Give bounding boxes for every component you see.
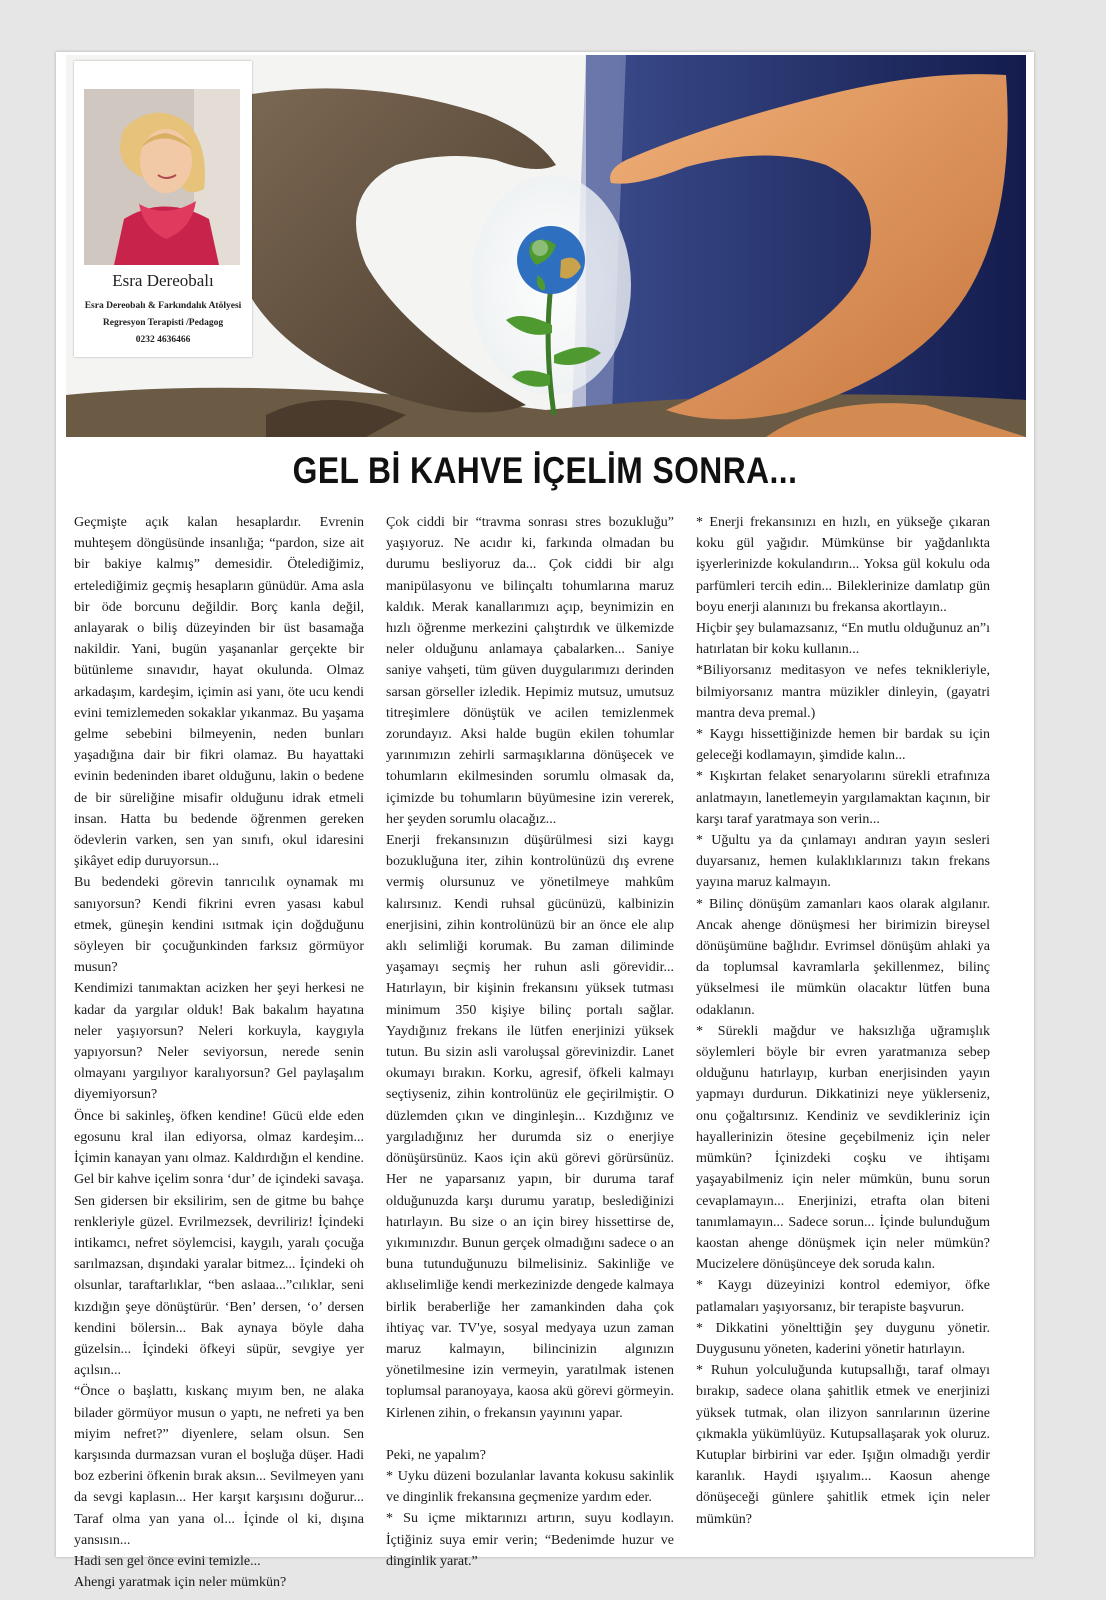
paragraph: * Kışkırtan felaket senaryolarını sürekli etrafınıza anlatmayın, lanetlemeyin yargılamaktan kaçının, bir karşı taraf yaratmaya son verin... (696, 769, 990, 827)
paragraph: “Önce o başlattı, kıskanç mıyım ben, ne alaka bilader görmüyor musun o yaptı, ne nefreti ya ben miyim nefret?” diyenlere, selam olsun. Sen karşısında durmazsan vuran el boşluğa düşer. Hadi boz ezberini öfkenin bırak aksın... Sevilmeyen yanı da sevgi kaplasın... Her karşıt karşısını doğurur... Taraf olma yan yana ol... İçinde ol ki, dışına yansısın... (74, 1384, 364, 1548)
paragraph: Hiçbir şey bulamazsanız, “En mutlu olduğunuz an”ı hatırlatan bir koku kullanın... (696, 621, 990, 658)
author-card (74, 61, 252, 357)
paragraph: * Su içme miktarınızı artırın, suyu kodlayın. İçtiğiniz suya emir verin; “Bedenimde huzur ve dinginlik yarat.” (386, 1511, 674, 1569)
paragraph: Geçmişte açık kalan hesaplardır. Evrenin muhteşem döngüsünde insanlığa; “pardon, size ait bir bakiye kalmış” demesidir. Ötelediğimiz, ertelediğimiz geçmiş hesapların günüdür. Ama asla bir öde borcunu değildir. Borç kanla değil, anlayarak o biliş düzeyinden bir üst basamağa nakildir. Yani, bugün yaşananlar gerçekte bir bütünleme sınavıdır, hayat okulunda. Olmaz arkadaşım, kardeşim, içimin asi yanı, öte ucu kendi evini temizlemeden sokaklar yıkanmaz. Bu yaşama gelme sebebini bilmeyenin, neden bunları yaşadığına dair bir fikri olamaz. Bu hayattaki evinin bedeninden ibaret olduğunu, lakin o bedene de bir süreliğine misafir olduğunu idrak etmeli insan. Hatta bu bedende öğrenmen gereken ödevlerin varken, sen yan sınıfı, okul idaresini şikâyet edip duruyorsun... (74, 515, 364, 870)
subheading: Peki, ne yapalım? (386, 1447, 486, 1463)
author-phone: 0232 4636466 (135, 335, 191, 345)
paragraph: Bu bedendeki görevin tanrıcılık oynamak mı sanıyorsun? Kendi fikrini evren yasası kabul etmek, güneşin kendini ısıtmak için doğduğunu söyleyen bir çocuğunkinden farksız görmüyor musun? (74, 875, 364, 976)
article-column-2 (386, 512, 674, 1572)
paragraph: * Uğultu ya da çınlamayı andıran yayın sesleri duyarsanız, hemen kulaklıklarınızı takın frekans yayına maruz kalmayın. (696, 833, 990, 891)
paragraph: Kendimizi tanımaktan acizken her şeyi herkesi ne kadar da yargılar olduk! Bak bakalım hayatına neler yaşıyorsun? Neleri korkuyla, kaygıyla yapıyorsun? Neler seviyorsun, nerede senin olmayanı yargılıyor karalıyorsun? Gel paylaşalım diyemiyorsun? (74, 981, 364, 1103)
paragraph: * Kaygı düzeyinizi kontrol edemiyor, öfke patlamaları yaşıyorsanız, bir terapiste başvurun. (696, 1278, 990, 1315)
paragraph: Hadi sen gel önce evini temizle... (74, 1553, 261, 1569)
hero-image (66, 55, 1026, 437)
article-column-1 (74, 512, 364, 1593)
author-organization: Esra Dereobalı & Farkındalık Atölyesi (84, 301, 242, 311)
paragraph: * Uyku düzeni bozulanlar lavanta kokusu sakinlik ve dinginlik frekansına geçmenize yardım eder. (386, 1468, 674, 1506)
author-name: Esra Dereobalı (112, 271, 214, 290)
paragraph: Ahengi yaratmak için neler mümkün? (74, 1575, 287, 1591)
paragraph: Çok ciddi bir “travma sonrası stres bozukluğu” yaşıyoruz. Ne acıdır ki, farkında olmadan bu durumu besliyoruz da... Çok ciddi bir algı manipülasyonu ve bilinçaltı tohumlarına maruz kaldık. Merak kanallarımızı açıp, beynimizin en hızlı öğrenme merkezini çalıştırdık ve ülkemizde neler olduğunu anlamaya çabalarken... Saniye saniye vahşeti, tüm güven duygularımızı derinden sarsan görseller izledik. Hepimiz mutsuz, umutsuz titreşimlere dönüştük ve acilen temizlenmek zorundayız. Aksi halde bugün ekilen tohumlar yarınımızın zehirli sarmaşıklarına dönüşecek ve tohumların ekilmesinden sorumlu olmasak da, içimizde bu tohumların büyümesine izin vererek, her şeyden sorumlu olacağız... (386, 515, 674, 827)
paragraph: * Bilinç dönüşüm zamanları kaos olarak algılanır. Ancak ahenge dönüşmesi her birimizin bireysel dönüşümüne bağlıdır. Evrimsel dönüşüm ahlaki ya da toplumsal kavramlarla şekillenmez, bilinç yükselmesi ile mümkün olacaktır lütfen buna odaklanın. (696, 896, 990, 1018)
article-column-3 (696, 512, 990, 1530)
paragraph: *Biliyorsanız meditasyon ve nefes teknikleriyle, bilmiyorsanız mantra müzikler dinleyin, (gayatri mantra deva premal.) (696, 663, 990, 721)
paragraph: * Dikkatini yönelttiğin şey duygunu yönetir. Duygusunu yöneten, kaderini yönetir hatırlayın. (696, 1320, 990, 1357)
author-title: Regresyon Terapisti /Pedagog (102, 318, 224, 328)
paragraph-spacer (386, 1424, 674, 1445)
paragraph: * Kaygı hissettiğinizde hemen bir bardak su için geleceği kodlamayın, şimdide kalın... (696, 727, 990, 764)
paragraph: Önce bi sakinleş, öfken kendine! Gücü elde eden egosunu kral ilan ediyorsa, olmaz kardeşim... İçimin kanayan yanı olmaz. Kaldırdığın el kendine. Gel bir kahve içelim sonra ‘dur’ de içindeki savaşa. Sen gidersen bir eksilirim, sen de gitme bu bahçe renkleriyle güzel. Evrilmezsek, devriliriz! İçindeki intikamcı, nefret söylemcisi, kaygılı, yaralı çocuğa sarılmazsan, dışındaki yaralar bitmez... İçindeki oh olsunlar, taraftarlıklar, “ben aslaaa...”cılıklar, seni kızdığın şeye dönüştürür. ‘Ben’ dersen, ‘o’ dersen kendini bölersin... Bak aynaya böyle daha güzelsin... İçindeki öfkeyi süpür, sevgiye yer açılsın... (74, 1108, 364, 1379)
paragraph: * Enerji frekansınızı en hızlı, en yükseğe çıkaran koku gül yağıdır. Mümkünse bir yağdanlıkta işyerlerinizde kokulandırın... Yoksa gül kokulu oda parfümleri tercih edin... Bileklerinize damlatıp gün boyu enerji alanınızı bu frekansa akortlayın.. (696, 515, 990, 615)
author-photo (84, 89, 240, 265)
paragraph: * Sürekli mağdur ve haksızlığa uğramışlık söylemleri böyle bir evren yaratmanıza sebep olduğunu hatırlayıp, kurban enerjisinden yayın yapmayı durdurun. Dikkatinizi neye yüklerseniz, onu çoğaltırsınız. Kendiniz ve sevdikleriniz için hayallerinizin ötesine geçebilmeniz için neler mümkün? İçinizdeki coşku ve ihtişamı yaşayabilmeniz için neler mümkün, bunu sorun cevaplamayın... Enerjinizi, etrafta olan biteni tanımlamayın... Sadece sorun... İçinde bulunduğum kaostan ahenge dönüşmek için neler mümkün? Mucizelere dönüşünceye dek soruda kalın. (696, 1023, 990, 1273)
newspaper-page (56, 52, 1034, 1591)
paragraph: Enerji frekansınızın düşürülmesi sizi kaygı bozukluğuna iter, zihin kontrolünüzü dış evrene vermiş olursunuz ve yönetilmeye mahkûm kalırsınız. Kendi ruhsal gücünüzü, kalbinizin enerjisini, zihin kontrolünüzü bir an önce ele alıp aklı selimliği korumak. Bu zaman diliminde yaşamayı seçmiş her ruhun asli görevidir... Hatırlayın, bir kişinin frekansını yüksek tutması minimum 350 kişiye bilinç portalı sağlar. Yaydığınız frekans ile lütfen enerjinizi yüksek tutun. Bu sizin asli varoluşsal görevinizdir. Lanet okumayı bırakın. Korku, agresif, öfkeli kalmayı seçtiyseniz, zihin kontrolünüz ele geçirilmiştir. O düzlemden çıkın ve dinginleşin... Kızdığınız ve yargıladığınız her durumda siz o enerjiye dönüşürsünüz. Kaos için akü görevi görürsünüz. Her ne yaparsanız yapın, bir duruma taraf olduğunuzda karşı durumu yaratıp, beslediğinizi hatırlayın. Bu size o an için birey hissettirse de, yıkımınızdır. Bunun gerçek olmadığını sadece o an buna tutunduğunuzu bilmelisiniz. Sakinliğe ve aklıselimliğe kendi merkezinizde dengede kalmaya birlik beraberliğe her zamankinden daha çok ihtiyaç var. TV'ye, sosyal medyaya uzun zaman maruz kalmayın, bilincinizin algınızın yönetilmesine izin vermeyin, yaratılmak istenen toplumsal paranoyaya, kaosa akü görevi görmeyin. Kirlenen zihin, o frekansın yayınını yapar. (386, 833, 674, 1421)
article-headline: GEL Bİ KAHVE İÇELİM SONRA... (292, 450, 798, 491)
paragraph: * Ruhun yolculuğunda kutupsallığı, taraf olmayı bırakıp, sadece olana şahitlik etmek ve enerjinizi yüksek tutmak, olan ilizyon sanrılarının üzerine çıkmakla yükümlüyüz. Kutupsallaşarak yok oluruz. Kutuplar birbirini var eder. Işığın olmadığı yerdir karanlık. Haydi ışıyalım... Kaosun ahenge dönüşeceği günlere şahitlik etmek için neler mümkün? (696, 1363, 990, 1527)
